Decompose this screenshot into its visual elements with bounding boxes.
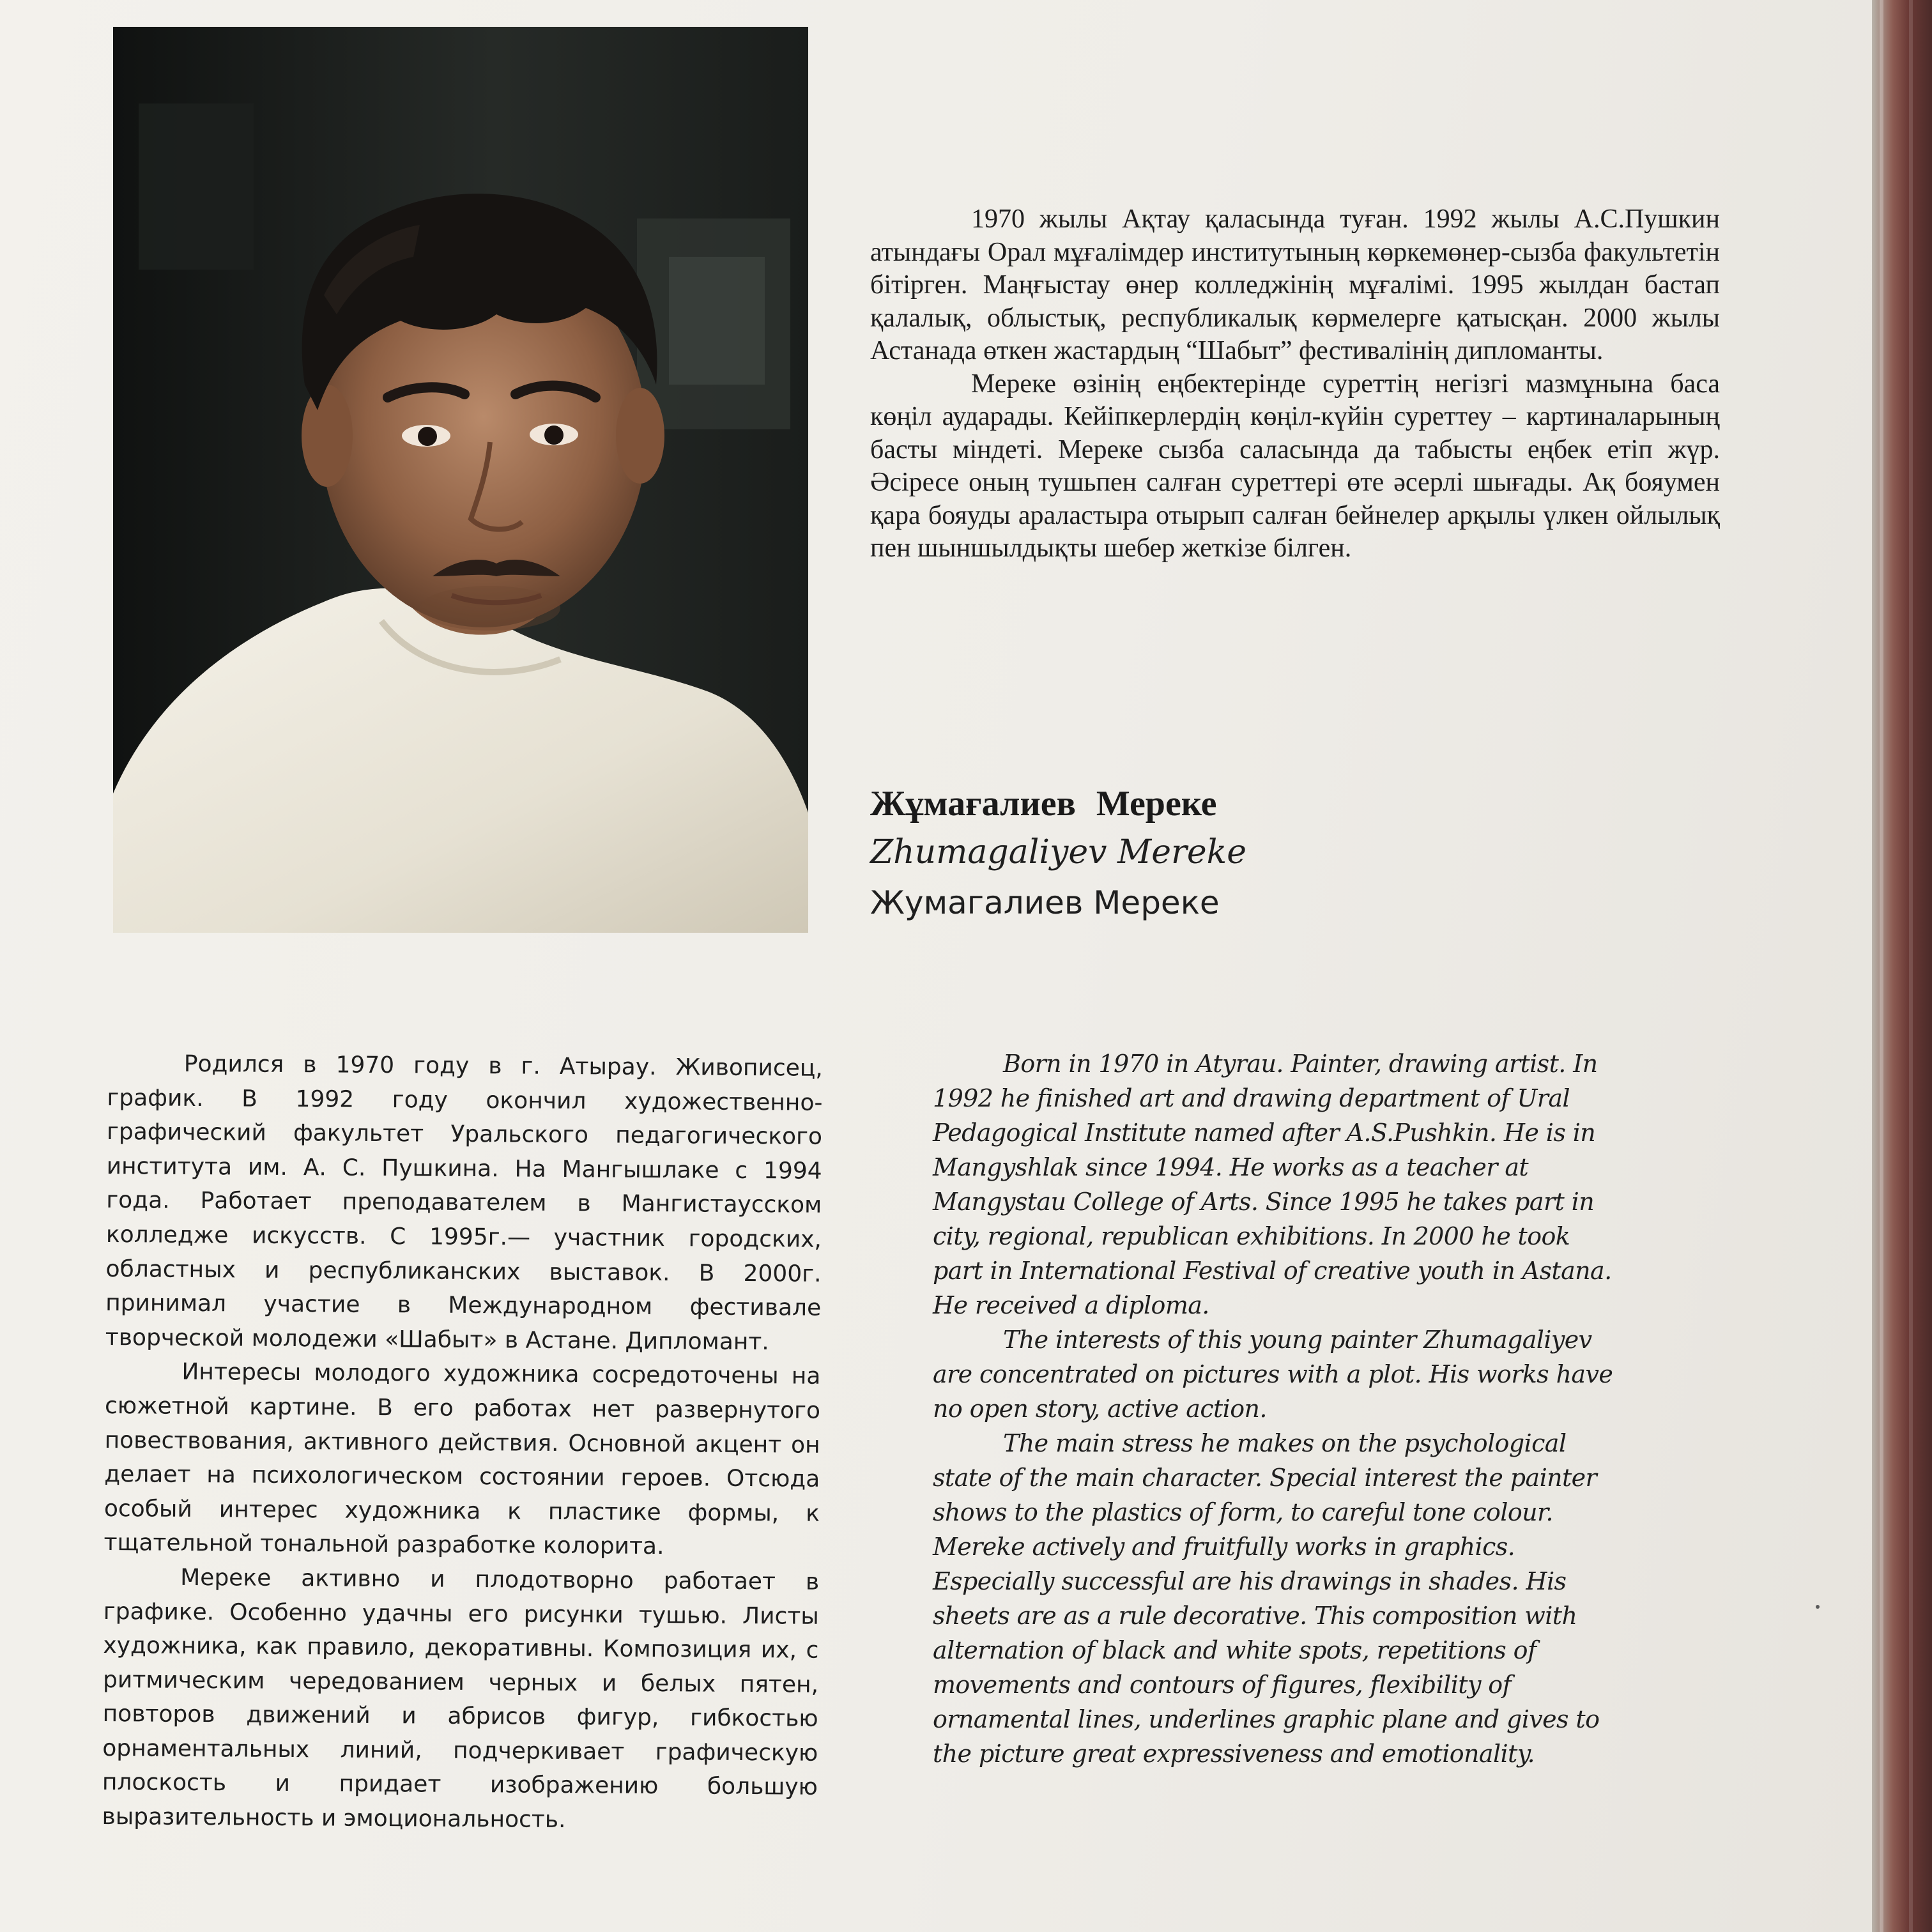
print-speck [1816, 1605, 1820, 1609]
english-biography [933, 1046, 1623, 1771]
english-paragraph: The interests of this young painter Zhumagaliyev are concentrated on pictures with a plot. His works have no open story, active action. [933, 1326, 1613, 1423]
edge-highlight [1880, 0, 1883, 1932]
artist-name-english: Zhumagaliyev Mereke [870, 833, 1246, 871]
english-paragraph: The main stress he makes on the psychological state of the main character. Special interest the painter shows to the plastics of form, to careful tone colour. Mereke actively and fruitfully works in graphics. Especially successful are his drawings in shades. His sheets are as a rule decorative. This composition with alternation of black and white spots, repetitions of movements and contours of figures, flexibility of ornamental lines, underlines graphic plane and gives to the picture great expressiveness and emotionality. [933, 1429, 1600, 1768]
artist-name-block [870, 781, 1637, 928]
edge-highlight [1909, 0, 1913, 1932]
book-cover-edge [1872, 0, 1932, 1932]
russian-biography [102, 1046, 823, 1839]
russian-paragraph: Мереке активно и плодотворно работает в графике. Особенно удачны его рисунки тушью. Листы художника, как правило, декоративны. Композиция их, с ритмическим чередованием черных и белых пятен, повторов движений и абрисов фигур, гибкостью орнаментальных линий, подчеркивает графическую плоскость и придает изображению большую выразительность и эмоциональность. [102, 1564, 820, 1834]
english-paragraph: Born in 1970 in Atyrau. Painter, drawing artist. In 1992 he finished art and drawing department of Ural Pedagogical Institute named after A.S.Pushkin. He is in Mangyshlak since 1994. He works as a teacher at Mangystau College of Arts. Since 1995 he takes part in city, regional, republican exhibitions. In 2000 he took part in International Festival of creative youth in Astana. He received a diploma. [933, 1050, 1612, 1319]
kazakh-paragraph: Мереке өзінің еңбектерінде суреттің негізгі мазмұнына баса көңіл аударады. Кейіпкерлердің көңіл-күйін суреттеу – картиналарының басты міндеті. Мереке сызба саласында да табысты еңбек етіп жүр. Әсіресе оның тушьпен салған суреттері өте әсерлі шығады. Ақ бояумен қара бояуды араластыра отырып салған бейнелер арқылы үлкен ойлылық пен шыншылдықты шебер жеткізе білген. [870, 369, 1720, 563]
kazakh-biography [870, 203, 1720, 565]
portrait-illustration [113, 27, 808, 933]
kazakh-paragraph: 1970 жылы Ақтау қаласында туған. 1992 жылы А.С.Пушкин атындағы Орал мұғалімдер институтының көркемөнер-сызба факультетін бітірген. Маңғыстау өнер колледжінің мұғалімі. 1995 жылдан бастап қалалық, облыстық, республикалық көрмелерге қатысқан. 2000 жылы Астанада өткен жастардың “Шабыт” фестивалінің дипломанты. [870, 204, 1720, 365]
russian-paragraph: Родился в 1970 году в г. Атырау. Живописец, график. В 1992 году окончил художественно-графический факультет Уральского педагогического института им. А. С. Пушкина. На Мангышлаке с 1994 года. Работает преподавателем в Мангистаусском колледже искусств. С 1995г.— участник городских, областных и республиканских выставок. В 2000г. принимал участие в Международном фестивале творческой молодежи «Шабыт» в Астане. Дипломант. [105, 1050, 823, 1355]
artist-name-kazakh: Жұмағалиев Мереке [870, 784, 1217, 824]
russian-paragraph: Интересы молодого художника сосредоточены на сюжетной картине. В его работах нет развернутого повествования, активного действия. Основной акцент он делает на психологическом состоянии героев. Отсюда особый интерес художника к пластике формы, к тщательной тональной разработке колорита. [103, 1359, 821, 1560]
artist-portrait-photo [113, 27, 808, 933]
artist-name-russian: Жумагалиев Мереке [870, 884, 1220, 921]
